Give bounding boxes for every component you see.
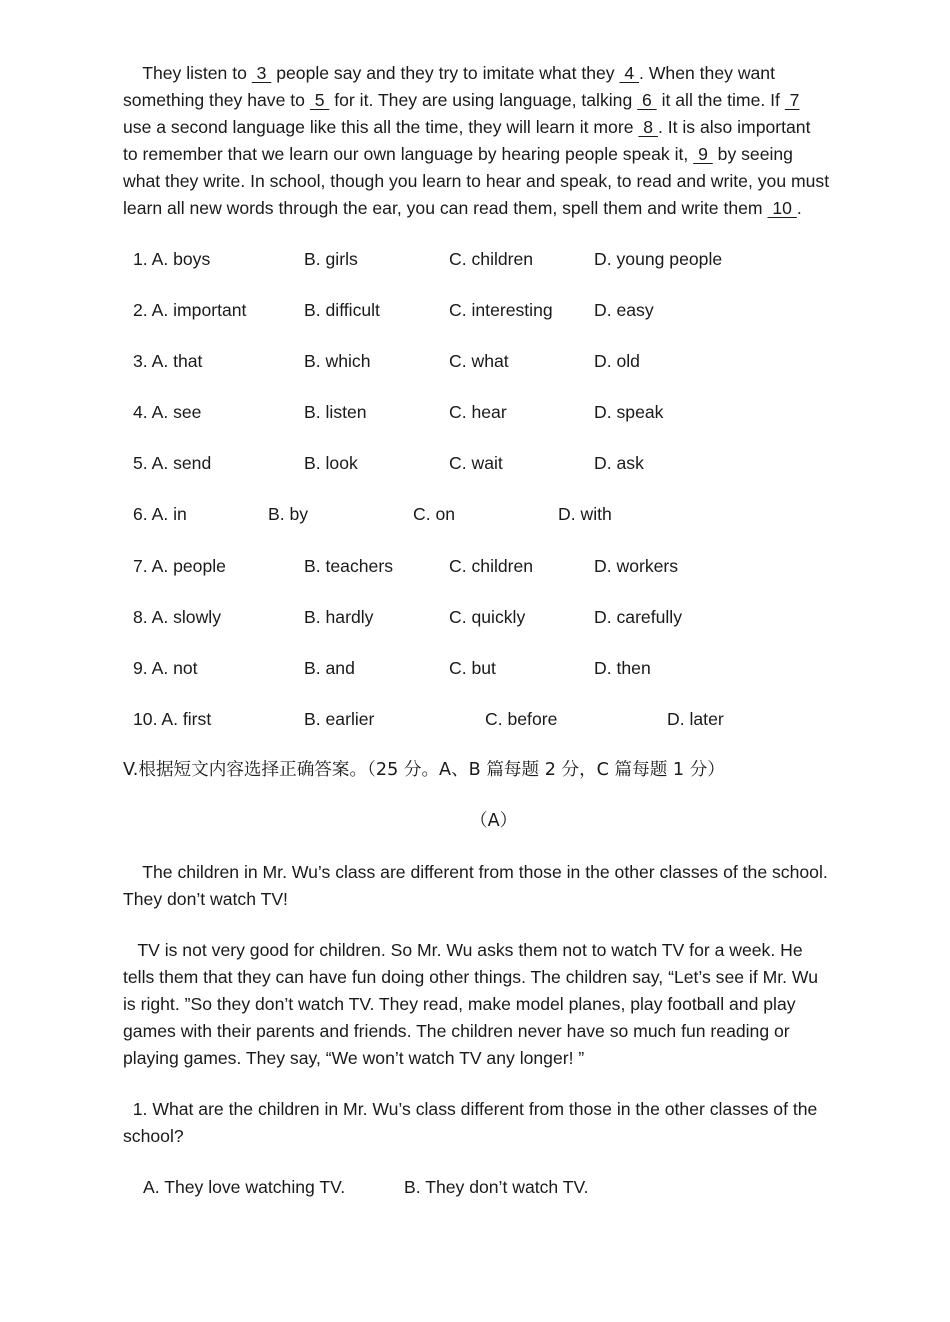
option-c: C. on (413, 504, 456, 524)
passage-line (123, 62, 775, 84)
passage-line (123, 116, 810, 138)
option-d: D. carefully (594, 607, 682, 627)
option-b: B. earlier (304, 709, 375, 729)
text-line: TV is not very good for children. So Mr. Wu asks them not to watch TV for a week. He (123, 940, 803, 960)
answer-blank: 10 (767, 198, 797, 218)
text-line: tells them that they can have fun doing other things. The children say, “Let’s see if Mr. Wu (123, 967, 819, 987)
option-c: C. hear (449, 402, 507, 422)
option-d: D. then (594, 658, 651, 678)
passage-text: for it. They are using language, talking (329, 90, 638, 110)
option-b: B. and (304, 658, 355, 678)
option-d: D. ask (594, 453, 644, 473)
question-text: 1. What are the children in Mr. Wu’s class different from those in the other classes of the (123, 1099, 818, 1119)
option-b: B. which (304, 351, 371, 371)
option-c: C. wait (449, 453, 503, 473)
answer-blank: 4 (619, 63, 640, 83)
answer-blank: 7 (784, 90, 800, 110)
option-b: B. by (268, 504, 309, 524)
answer-blank: 8 (638, 117, 658, 137)
option-a: 7. A. people (133, 556, 226, 576)
option-b: B. teachers (304, 556, 393, 576)
passage-text: to remember that we learn our own language by hearing people speak it, (123, 144, 694, 164)
passage-text: learn all new words through the ear, you can read them, spell them and write them (123, 198, 768, 218)
passage-text: . (796, 198, 802, 218)
option-c: C. what (449, 351, 509, 371)
answer-blank: 3 (251, 63, 272, 83)
option-a: 5. A. send (133, 453, 212, 473)
option-d: D. speak (594, 402, 664, 422)
option-b: B. They don’t watch TV. (404, 1177, 589, 1197)
option-a: A. They love watching TV. (143, 1177, 346, 1197)
text-line: games with their parents and friends. The children never have so much fun reading or (123, 1021, 790, 1041)
option-c: C. children (449, 556, 534, 576)
passage-text: . When they want (639, 63, 775, 83)
passage-text: . It is also important (657, 117, 811, 137)
passage-line (123, 143, 793, 165)
option-b: B. hardly (304, 607, 374, 627)
option-d: D. with (558, 504, 612, 524)
question-text: school? (123, 1126, 184, 1146)
passage-text: use a second language like this all the time, they will learn it more (123, 117, 639, 137)
answer-blank: 6 (637, 90, 657, 110)
answer-blank: 9 (693, 144, 713, 164)
section-heading: V.根据短文内容选择正确答案。（25 分。A、B 篇每题 2 分，C 篇每题 1 分） (123, 760, 725, 780)
passage-label: （A） (470, 811, 518, 831)
passage-line (123, 197, 802, 219)
option-a: 8. A. slowly (133, 607, 222, 627)
option-c: C. quickly (449, 607, 526, 627)
option-b: B. listen (304, 402, 367, 422)
option-d: D. easy (594, 300, 654, 320)
option-d: D. old (594, 351, 640, 371)
option-d: D. later (667, 709, 724, 729)
option-a: 10. A. first (133, 709, 212, 729)
option-a: 9. A. not (133, 658, 198, 678)
passage-text: it all the time. If (656, 90, 785, 110)
option-c: C. children (449, 249, 534, 269)
text-line: They don’t watch TV! (123, 889, 288, 909)
passage-line (123, 89, 799, 111)
option-b: B. look (304, 453, 358, 473)
text-line: The children in Mr. Wu’s class are different from those in the other classes of the school. (123, 862, 828, 882)
text-line: playing games. They say, “We won’t watch TV any longer! ” (123, 1048, 585, 1068)
option-a: 4. A. see (133, 402, 202, 422)
passage-text: what they write. In school, though you learn to hear and speak, to read and write, you must (123, 171, 830, 191)
option-a: 3. A. that (133, 351, 203, 371)
option-b: B. girls (304, 249, 358, 269)
option-d: D. workers (594, 556, 679, 576)
passage-line (123, 170, 829, 192)
passage-text: by seeing (712, 144, 793, 164)
text-line: is right. ”So they don’t watch TV. They read, make model planes, play football and play (123, 994, 796, 1014)
passage-text: something they have to (123, 90, 310, 110)
passage-text: people say and they try to imitate what they (271, 63, 620, 83)
option-a: 6. A. in (133, 504, 187, 524)
option-d: D. young people (594, 249, 723, 269)
option-c: C. before (485, 709, 558, 729)
passage-text: They listen to (123, 63, 252, 83)
option-a: 2. A. important (133, 300, 247, 320)
answer-blank: 5 (309, 90, 330, 110)
option-a: 1. A. boys (133, 249, 211, 269)
option-c: C. interesting (449, 300, 553, 320)
option-c: C. but (449, 658, 496, 678)
option-b: B. difficult (304, 300, 380, 320)
